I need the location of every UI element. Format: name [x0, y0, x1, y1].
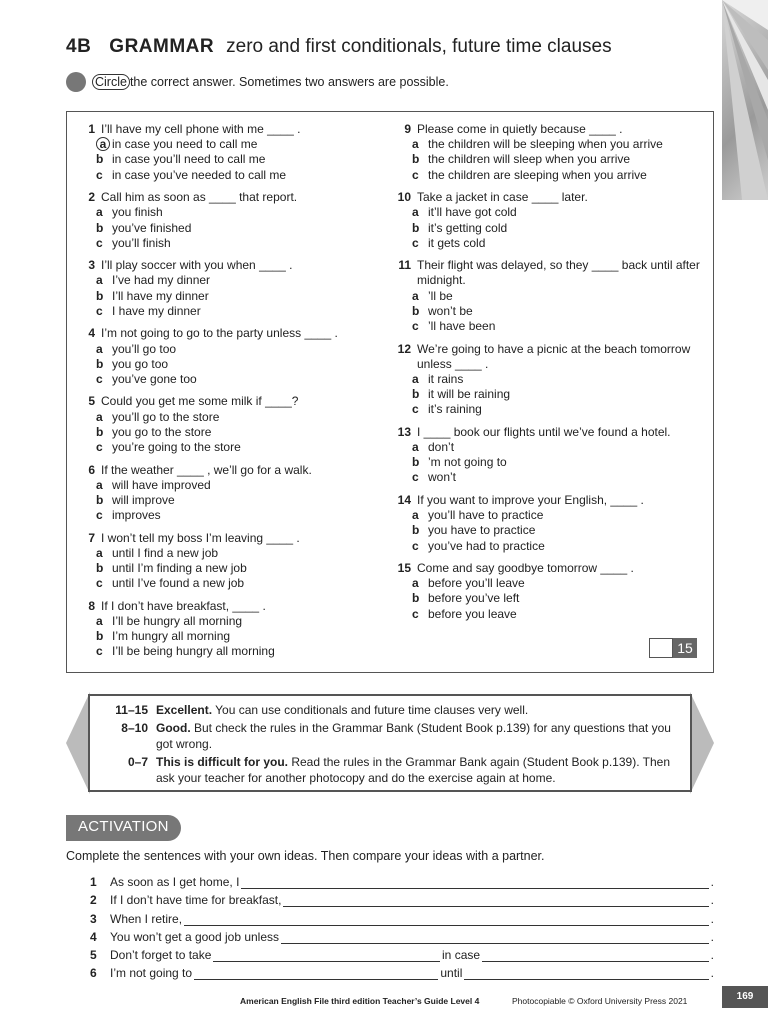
- bullet-circle-icon: [66, 72, 86, 92]
- option-text: you’ll go too: [112, 341, 177, 356]
- option-text: before you’ll leave: [428, 576, 525, 591]
- option-letter: b: [96, 288, 104, 303]
- question-number: 12: [397, 341, 411, 356]
- option-text: I have my dinner: [112, 303, 201, 318]
- question-item: [77, 326, 387, 387]
- activation-prompt: If I don’t have time for breakfast,: [110, 893, 282, 908]
- option-letter: b: [412, 523, 420, 538]
- option-text: you have to practice: [428, 523, 536, 538]
- results-box: [88, 694, 692, 792]
- option-letter: c: [412, 470, 419, 485]
- answer-option[interactable]: [77, 493, 387, 508]
- option-text: ’m not going to: [428, 455, 507, 470]
- option-text: it’ll have got cold: [428, 205, 517, 220]
- option-text: I’ll have my dinner: [112, 288, 209, 303]
- unit-name: GRAMMAR: [109, 36, 215, 57]
- option-letter: a: [412, 371, 419, 386]
- question-number: 4: [88, 326, 95, 341]
- result-row: [100, 754, 680, 787]
- answer-option[interactable]: [77, 205, 387, 220]
- option-text: will have improved: [112, 477, 211, 492]
- question-line: [77, 190, 387, 205]
- answer-blank[interactable]: [464, 968, 708, 980]
- question-number: 3: [88, 258, 95, 273]
- footer-title: American English File third edition Teacher’s Guide Level 4: [240, 996, 480, 1006]
- option-text: in case you’ve needed to call me: [112, 167, 287, 182]
- option-text: you finish: [112, 205, 163, 220]
- option-letter: c: [412, 167, 419, 182]
- answer-option[interactable]: [393, 372, 703, 387]
- option-letter: b: [96, 561, 104, 576]
- option-letter: b: [412, 220, 420, 235]
- question-item: [77, 394, 387, 455]
- option-letter: b: [96, 492, 104, 507]
- answer-option[interactable]: [393, 137, 703, 152]
- answer-option[interactable]: [393, 152, 703, 167]
- question-text: I won’t tell my boss I’m leaving ____ .: [101, 530, 300, 545]
- question-number: 10: [397, 190, 411, 205]
- question-item: [77, 122, 387, 183]
- option-letter: a: [412, 508, 419, 523]
- option-letter: a: [412, 205, 419, 220]
- answer-option[interactable]: [77, 236, 387, 251]
- activation-prompt: I’m not going to: [110, 966, 193, 981]
- exercise-instruction: [66, 72, 449, 92]
- questions-right-column: [393, 122, 703, 629]
- result-description: You can use conditionals and future time clauses very well.: [212, 703, 529, 717]
- answer-option[interactable]: [77, 425, 387, 440]
- option-text: the children will be sleeping when you arrive: [428, 137, 663, 152]
- option-text: won’t be: [428, 303, 473, 318]
- answer-option[interactable]: [393, 523, 703, 538]
- activation-item: [90, 889, 714, 907]
- option-text: ’ll have been: [428, 319, 496, 334]
- answer-option[interactable]: [77, 410, 387, 425]
- activation-list: [90, 871, 714, 980]
- question-text: Please come in quietly because ____ .: [417, 122, 623, 136]
- option-letter: b: [96, 356, 104, 371]
- option-letter: a: [96, 613, 103, 628]
- option-letter: b: [96, 220, 104, 235]
- answer-option[interactable]: [77, 440, 387, 455]
- option-letter: a: [96, 409, 103, 424]
- result-text: [156, 702, 528, 719]
- result-label: This is difficult for you.: [156, 754, 288, 769]
- activation-end: .: [710, 893, 714, 908]
- option-text: you go too: [112, 356, 169, 371]
- footer: [0, 992, 768, 1012]
- option-letter: c: [412, 606, 419, 621]
- circled-option-letter: a: [96, 137, 110, 151]
- answer-blank[interactable]: [283, 895, 708, 907]
- left-arrow-icon: [66, 692, 90, 794]
- answer-option[interactable]: [77, 508, 387, 523]
- question-number: 15: [397, 561, 411, 576]
- circle-word: Circle: [92, 74, 130, 90]
- question-number: 5: [88, 394, 95, 409]
- answer-blank[interactable]: [184, 914, 709, 926]
- question-number: 13: [397, 424, 411, 439]
- activation-connector: until: [440, 966, 463, 981]
- activation-item: [90, 871, 714, 889]
- option-text: until I find a new job: [112, 545, 219, 560]
- result-range: 0–7: [127, 754, 148, 769]
- option-text: before you leave: [428, 606, 517, 621]
- result-label: Excellent.: [156, 703, 213, 717]
- question-item: [393, 561, 703, 622]
- result-description: Read the rules in the Grammar Bank again (Student Book p.139). Then ask your teacher for another photocopy and do the exercise again at home.: [156, 754, 670, 785]
- option-letter: b: [412, 303, 420, 318]
- question-line: [77, 463, 387, 478]
- answer-option[interactable]: [393, 319, 703, 334]
- answer-option[interactable]: [77, 561, 387, 576]
- question-text: Their flight was delayed, so they ____ back until after midnight.: [417, 258, 700, 288]
- activation-number: 3: [90, 911, 97, 926]
- option-text: I’m hungry all morning: [112, 629, 231, 644]
- answer-option[interactable]: [77, 478, 387, 493]
- answer-option[interactable]: [77, 273, 387, 288]
- activation-instruction: Complete the sentences with your own ideas. Then compare your ideas with a partner.: [66, 849, 545, 863]
- question-text: Take a jacket in case ____ later.: [417, 190, 588, 205]
- question-text: I ____ book our flights until we’ve found a hotel.: [417, 424, 671, 439]
- activation-item: [90, 926, 714, 944]
- option-letter: c: [412, 538, 419, 553]
- answer-option[interactable]: [393, 470, 703, 485]
- option-letter: a: [412, 137, 419, 152]
- activation-number: 6: [90, 966, 97, 981]
- option-letter: c: [96, 303, 103, 318]
- activation-end: .: [710, 911, 714, 926]
- option-text: in case you need to call me: [112, 137, 258, 152]
- question-line: [77, 122, 387, 137]
- question-text: If I don’t have breakfast, ____ .: [101, 598, 266, 613]
- question-text: Could you get me some milk if ____?: [101, 394, 299, 409]
- question-item: [393, 258, 703, 334]
- option-letter: a: [96, 341, 103, 356]
- score-input[interactable]: [649, 638, 673, 658]
- option-letter: b: [412, 455, 420, 470]
- activation-prompt: When I retire,: [110, 911, 183, 926]
- activation-item: [90, 962, 714, 980]
- option-text: you go to the store: [112, 424, 212, 439]
- option-letter: b: [96, 152, 104, 167]
- result-text: [156, 754, 680, 787]
- activation-number: 1: [90, 875, 97, 890]
- question-item: [77, 531, 387, 592]
- question-number: 14: [397, 492, 411, 507]
- activation-item: [90, 944, 714, 962]
- answer-option[interactable]: [393, 591, 703, 606]
- answer-option[interactable]: [393, 539, 703, 554]
- option-text: it’s raining: [428, 402, 482, 417]
- option-text: in case you’ll need to call me: [112, 152, 266, 167]
- option-text: won’t: [428, 470, 457, 485]
- results-panel: [66, 692, 714, 794]
- answer-option[interactable]: [77, 357, 387, 372]
- option-text: you’ve finished: [112, 220, 192, 235]
- option-letter: b: [412, 387, 420, 402]
- answer-option[interactable]: [393, 289, 703, 304]
- question-item: [393, 425, 703, 486]
- option-text: you’ve gone too: [112, 371, 197, 386]
- answer-option[interactable]: [77, 644, 387, 659]
- question-number: 9: [404, 122, 411, 136]
- answer-blank[interactable]: [281, 932, 709, 944]
- answer-option[interactable]: [393, 440, 703, 455]
- question-line: [393, 561, 703, 576]
- answer-option[interactable]: [393, 221, 703, 236]
- question-item: [77, 599, 387, 660]
- question-text: I’m not going to go to the party unless ____ .: [101, 326, 338, 341]
- question-number: 1: [88, 122, 95, 136]
- question-line: [393, 493, 703, 508]
- question-text: If you want to improve your English, ____ .: [417, 492, 644, 507]
- question-item: [393, 342, 703, 418]
- instruction-text: the correct answer. Sometimes two answers are possible.: [129, 75, 449, 89]
- answer-blank[interactable]: [241, 877, 708, 889]
- option-text: will improve: [112, 492, 175, 507]
- answer-option[interactable]: [393, 508, 703, 523]
- option-letter: c: [96, 508, 103, 523]
- score-box: [649, 638, 697, 658]
- option-text: the children are sleeping when you arrive: [428, 167, 647, 182]
- option-text: the children will sleep when you arrive: [428, 152, 631, 167]
- activation-end: .: [710, 929, 714, 944]
- answer-option[interactable]: [77, 372, 387, 387]
- option-letter: c: [96, 440, 103, 455]
- answer-option[interactable]: [77, 289, 387, 304]
- question-number: 6: [88, 462, 95, 477]
- question-line: [77, 531, 387, 546]
- result-row: [100, 702, 680, 719]
- option-letter: a: [412, 576, 419, 591]
- answer-option[interactable]: [393, 236, 703, 251]
- result-range: 8–10: [121, 720, 148, 735]
- option-letter: c: [412, 319, 419, 334]
- option-text: I’ve had my dinner: [112, 273, 211, 288]
- question-line: [393, 425, 703, 440]
- question-item: [393, 122, 703, 183]
- questions-left-column: [77, 122, 387, 667]
- question-item: [393, 493, 703, 554]
- activation-end: .: [710, 875, 714, 890]
- question-line: [393, 342, 703, 372]
- question-number: 11: [398, 258, 411, 273]
- question-text: I’ll have my cell phone with me ____ .: [101, 122, 301, 136]
- activation-prompt: As soon as I get home, I: [110, 875, 240, 890]
- activation-number: 2: [90, 893, 97, 908]
- option-text: until I’ve found a new job: [112, 576, 245, 591]
- option-letter: c: [412, 235, 419, 250]
- option-letter: a: [96, 545, 103, 560]
- activation-number: 4: [90, 929, 97, 944]
- right-arrow-icon: [690, 692, 714, 794]
- question-number: 8: [88, 598, 95, 613]
- result-range: 11–15: [115, 703, 148, 717]
- question-line: [77, 258, 387, 273]
- answer-blank[interactable]: [482, 950, 709, 962]
- option-letter: c: [96, 576, 103, 591]
- option-letter: c: [412, 402, 419, 417]
- option-letter: a: [96, 477, 103, 492]
- exercise-box: [66, 111, 714, 673]
- option-letter: c: [96, 235, 103, 250]
- activation-end: .: [710, 947, 715, 962]
- option-text: it gets cold: [428, 235, 486, 250]
- question-line: [393, 190, 703, 205]
- question-number: 7: [88, 530, 95, 545]
- option-letter: b: [96, 424, 104, 439]
- option-text: you’ll finish: [112, 235, 171, 250]
- answer-option[interactable]: [77, 546, 387, 561]
- question-line: [77, 326, 387, 341]
- unit-code: 4B: [66, 36, 92, 57]
- answer-option[interactable]: [393, 205, 703, 220]
- question-line: [393, 122, 703, 137]
- answer-option[interactable]: [77, 168, 387, 183]
- corner-decoration: [722, 0, 768, 200]
- answer-option[interactable]: [77, 304, 387, 319]
- answer-option[interactable]: [77, 221, 387, 236]
- question-text: Call him as soon as ____ that report.: [101, 190, 298, 205]
- option-text: it’s getting cold: [428, 220, 508, 235]
- question-text: We’re going to have a picnic at the beach tomorrow unless ____ .: [417, 341, 691, 371]
- option-letter: a: [412, 440, 419, 455]
- option-letter: c: [96, 371, 103, 386]
- result-text: [156, 720, 680, 753]
- score-total: 15: [673, 638, 697, 658]
- unit-topic: zero and first conditionals, future time clauses: [226, 36, 612, 57]
- answer-blank[interactable]: [213, 950, 440, 962]
- option-text: it will be raining: [428, 387, 511, 402]
- answer-option[interactable]: [393, 402, 703, 417]
- question-number: 2: [88, 190, 95, 205]
- option-text: I’ll be being hungry all morning: [112, 644, 275, 659]
- answer-option[interactable]: [393, 576, 703, 591]
- answer-option[interactable]: [77, 629, 387, 644]
- option-text: it rains: [428, 371, 464, 386]
- question-item: [77, 258, 387, 319]
- answer-option[interactable]: [393, 387, 703, 402]
- page-title: [66, 36, 612, 58]
- question-line: [77, 599, 387, 614]
- answer-option[interactable]: [393, 455, 703, 470]
- question-line: [77, 394, 387, 409]
- answer-option[interactable]: [77, 614, 387, 629]
- option-text: before you’ve left: [428, 591, 520, 606]
- answer-option[interactable]: [393, 607, 703, 622]
- option-text: you’ll have to practice: [428, 508, 544, 523]
- answer-blank[interactable]: [194, 968, 438, 980]
- page-number: 169: [722, 986, 768, 1008]
- activation-number: 5: [90, 947, 97, 962]
- result-description: But check the rules in the Grammar Bank (Student Book p.139) for any questions that you got wrong.: [156, 720, 671, 751]
- option-letter: c: [96, 644, 103, 659]
- option-letter: b: [412, 152, 420, 167]
- option-text: you’ve had to practice: [428, 538, 545, 553]
- activation-prompt: You won’t get a good job unless: [110, 929, 280, 944]
- option-letter: b: [96, 629, 104, 644]
- activation-connector: in case: [442, 947, 481, 962]
- question-item: [393, 190, 703, 251]
- option-text: improves: [112, 508, 161, 523]
- answer-option[interactable]: [393, 304, 703, 319]
- activation-prompt: Don’t forget to take: [110, 947, 212, 962]
- activation-heading: ACTIVATION: [66, 815, 181, 841]
- answer-option[interactable]: [77, 342, 387, 357]
- option-text: ’ll be: [428, 288, 453, 303]
- option-text: don’t: [428, 440, 455, 455]
- answer-option[interactable]: [77, 137, 387, 152]
- option-text: until I’m finding a new job: [112, 561, 247, 576]
- question-text: Come and say goodbye tomorrow ____ .: [417, 561, 634, 576]
- option-text: you’re going to the store: [112, 440, 241, 455]
- result-label: Good.: [156, 720, 191, 735]
- option-letter: a: [96, 273, 103, 288]
- option-letter: c: [96, 167, 103, 182]
- activation-item: [90, 907, 714, 925]
- option-letter: a: [412, 288, 419, 303]
- option-text: I’ll be hungry all morning: [112, 613, 243, 628]
- result-row: [100, 720, 680, 753]
- answer-option[interactable]: [77, 576, 387, 591]
- activation-end: .: [710, 966, 715, 981]
- option-letter: a: [96, 205, 103, 220]
- footer-copyright: Photocopiable © Oxford University Press 2021: [512, 996, 688, 1006]
- question-item: [77, 190, 387, 251]
- question-line: [393, 258, 703, 288]
- answer-option[interactable]: [393, 168, 703, 183]
- question-text: If the weather ____ , we’ll go for a walk.: [101, 462, 312, 477]
- option-letter: b: [412, 591, 420, 606]
- question-item: [77, 463, 387, 524]
- question-text: I’ll play soccer with you when ____ .: [101, 258, 293, 273]
- option-text: you’ll go to the store: [112, 409, 220, 424]
- answer-option[interactable]: [77, 152, 387, 167]
